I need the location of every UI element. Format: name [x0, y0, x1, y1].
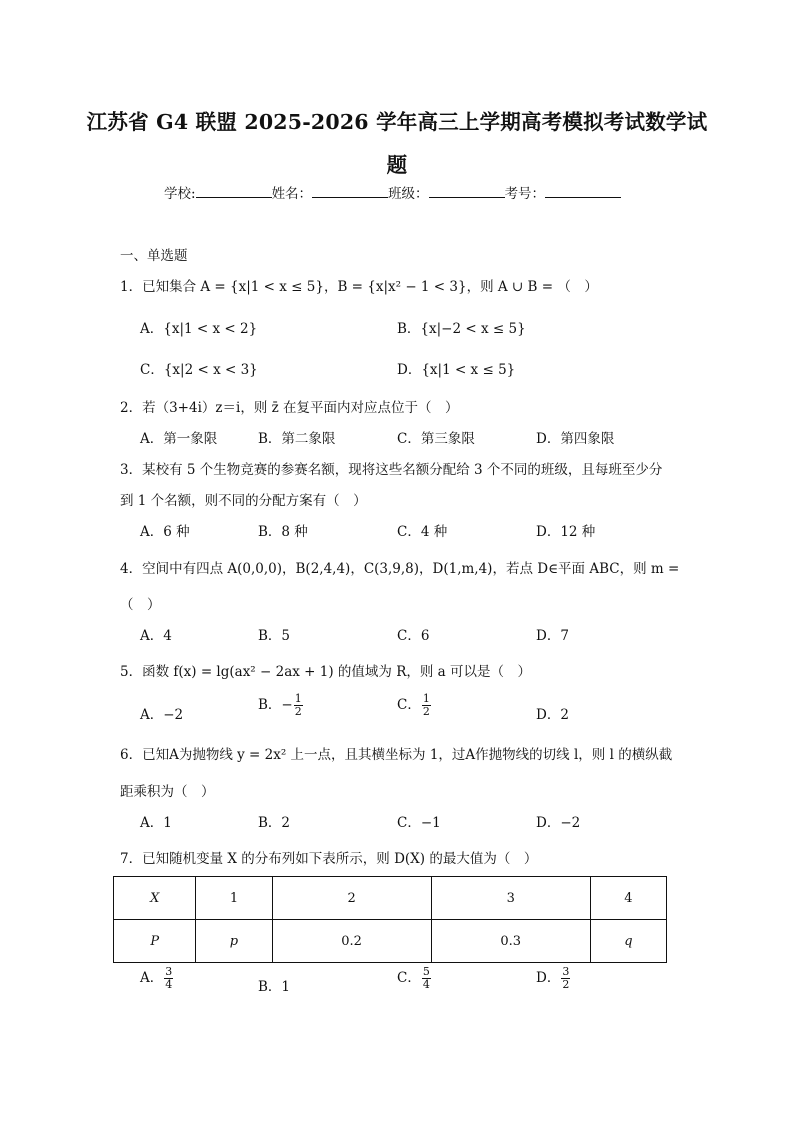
question-5-option-a: A．−2	[140, 707, 184, 723]
question-3-stem-line1: 3．某校有 5 个生物竞赛的参赛名额，现将这些名额分配给 3 个不同的班级，且每班至少分	[120, 462, 663, 478]
question-5-option-b	[258, 693, 304, 718]
fraction	[164, 966, 173, 991]
question-4-stem-line1: 4．空间中有四点 A(0,0,0)，B(2,4,4)，C(3,9,8)，D(1,m,4)，若点 D∈平面 ABC，则 m =	[120, 561, 680, 577]
table-cell: 4	[590, 877, 666, 920]
question-1-stem: 1．已知集合 A = {x|1 < x ≤ 5}，B = {x|x² − 1 < 3}，则 A ∪ B = （ ）	[120, 279, 598, 295]
fraction	[294, 693, 303, 718]
option-c-prefix: C．	[397, 697, 421, 713]
question-6-option-c: C．−1	[397, 815, 441, 831]
table-cell: q	[590, 920, 666, 963]
question-3-option-c: C．4 种	[397, 524, 448, 540]
question-6-option-b: B．2	[258, 815, 291, 831]
question-1-option-d: D．{x|1 < x ≤ 5}	[397, 362, 516, 378]
exam-number-blank[interactable]	[545, 184, 621, 198]
option-a-prefix: A．	[140, 970, 164, 986]
fraction	[422, 693, 431, 718]
question-3-option-b: B．8 种	[258, 524, 308, 540]
exam-number-label: 考号：	[504, 186, 546, 202]
page-title-line2: 题	[386, 153, 408, 177]
question-1-option-a: A．{x|1 < x < 2}	[140, 321, 258, 337]
question-4-option-d: D．7	[536, 628, 569, 644]
fraction-denominator: 2	[422, 705, 430, 718]
table-cell: 0.3	[431, 920, 590, 963]
question-2-stem: 2．若（3+4i）z＝i，则 z̄ 在复平面内对应点位于（ ）	[120, 400, 459, 416]
question-3-option-a: A．6 种	[140, 524, 190, 540]
page-title-line1: 江苏省 G4 联盟 2025-2026 学年高三上学期高考模拟考试数学试	[86, 110, 708, 134]
question-4-stem-line2: （ ）	[120, 597, 161, 613]
question-2-option-c: C．第三象限	[397, 431, 475, 447]
section-heading: 一、单选题	[120, 248, 188, 264]
class-blank[interactable]	[429, 184, 505, 198]
table-cell: 0.2	[272, 920, 431, 963]
question-2-option-a: A．第一象限	[140, 431, 218, 447]
class-label: 班级：	[388, 186, 429, 202]
fraction-numerator: 1	[294, 692, 302, 705]
question-7-option-b: B．1	[258, 979, 291, 995]
question-1-option-c: C．{x|2 < x < 3}	[140, 362, 258, 378]
fraction-numerator: 3	[165, 965, 173, 978]
student-info-line	[164, 182, 621, 202]
question-2-option-b: B．第二象限	[258, 431, 336, 447]
question-3-option-d: D．12 种	[536, 524, 596, 540]
question-5-option-d: D．2	[536, 707, 569, 723]
name-label: 姓名：	[271, 186, 313, 202]
option-c-prefix: C．	[397, 970, 421, 986]
question-6-stem-line2: 距乘积为（ ）	[120, 784, 215, 800]
table-cell: 1	[196, 877, 272, 920]
distribution-table	[113, 876, 667, 963]
question-7-option-d	[536, 966, 571, 991]
option-d-prefix: D．	[536, 970, 561, 986]
fraction-numerator: 5	[422, 965, 430, 978]
question-3-stem-line2: 到 1 个名额，则不同的分配方案有（ ）	[120, 493, 367, 509]
question-7-option-c	[397, 966, 432, 991]
question-5-option-c	[397, 693, 432, 718]
table-cell: 2	[272, 877, 431, 920]
name-blank[interactable]	[312, 184, 388, 198]
fraction-denominator: 2	[562, 978, 570, 991]
question-6-option-a: A．1	[140, 815, 172, 831]
question-4-option-b: B．5	[258, 628, 291, 644]
table-row	[114, 920, 667, 963]
table-cell: 3	[431, 877, 590, 920]
fraction-denominator: 4	[165, 978, 173, 991]
option-b-prefix: B．−	[258, 697, 293, 713]
fraction-denominator: 4	[422, 978, 430, 991]
question-4-option-c: C．6	[397, 628, 430, 644]
table-cell: p	[196, 920, 272, 963]
fraction-denominator: 2	[294, 705, 302, 718]
table-cell: P	[114, 920, 196, 963]
fraction	[561, 966, 570, 991]
question-6-option-d: D．−2	[536, 815, 581, 831]
question-6-stem-line1: 6．已知A为抛物线 y = 2x² 上一点，且其横坐标为 1，过A作抛物线的切线 l，则 l 的横纵截	[120, 747, 673, 763]
school-blank[interactable]	[196, 184, 272, 198]
fraction-numerator: 1	[422, 692, 430, 705]
question-2-option-d: D．第四象限	[536, 431, 615, 447]
question-7-stem: 7．已知随机变量 X 的分布列如下表所示，则 D(X) 的最大值为（ ）	[120, 851, 538, 867]
fraction	[422, 966, 431, 991]
question-1-option-b: B．{x|−2 < x ≤ 5}	[397, 321, 526, 337]
table-cell: X	[114, 877, 196, 920]
question-7-option-a	[140, 966, 174, 991]
table-row	[114, 877, 667, 920]
question-5-stem: 5．函数 f(x) = lg(ax² − 2ax + 1) 的值域为 R，则 a 可以是（ ）	[120, 664, 531, 680]
fraction-numerator: 3	[562, 965, 570, 978]
question-4-option-a: A．4	[140, 628, 172, 644]
school-label: 学校:	[164, 186, 196, 202]
